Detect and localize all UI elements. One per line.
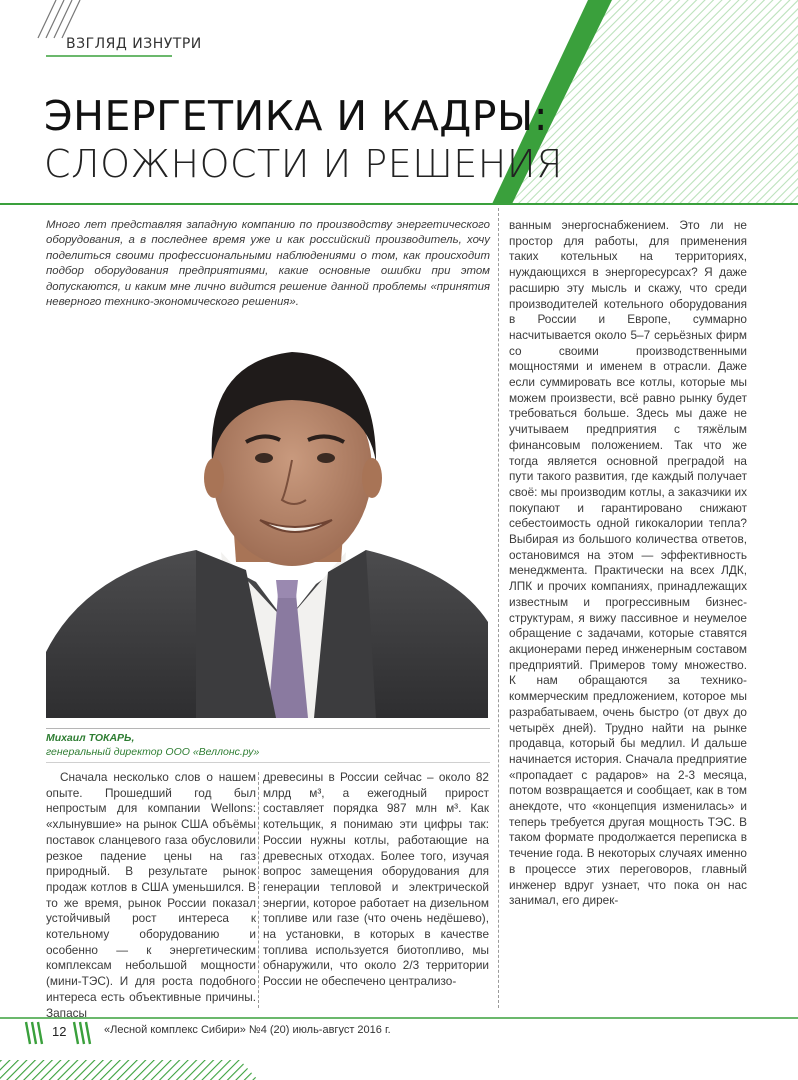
page-number: 12 — [52, 1024, 67, 1039]
column-divider-bottom — [258, 772, 259, 1008]
section-label: ВЗГЛЯД ИЗНУТРИ — [66, 36, 202, 52]
column-divider-right — [498, 208, 499, 1008]
publication-info: «Лесной комплекс Сибири» №4 (20) июль-август 2016 г. — [104, 1024, 391, 1036]
article-title-line-1: ЭНЕРГЕТИКА И КАДРЫ: — [44, 92, 549, 140]
article-column-1: Сначала несколько слов о нашем опыте. Прошедший год был непростым для компании Wellons: «хлынувшие» на рынок США объёмы поставок сланцевого газа обусловили резкое падение цены на газ природный. В результате рынок продаж котлов в США уменьшился. В то же время, рынок России показал устойчивый рост интереса к котельному оборудованию и особенно — к энергетическим комплексам небольшой мощности (мини-ТЭС). И для роста подобного интереса есть объективные причины. Запасы — [46, 770, 256, 1020]
caption-bottom-rule — [46, 762, 490, 763]
footer-hatch-band — [0, 1060, 258, 1080]
article-column-3: ванным энергоснабжением. Это ли не простор для работы, для применения таких котельных на территориях, нуждающихся в энергоресурсах? Я даже расширю эту мысль и скажу, что среди производителей котельного оборудования в России и Европе, суммарно насчитывается около 5–7 серьёзных фирм со своими производственными мощностями и именем в отрасли. Даже если суммировать все котлы, которые мы можем произвести, всё равно рынку будет требоваться больше. Здесь мы даже не учитываем предприятия с тяжёлым финансовым положением. Так что же тогда является основной преградой на пути такого развития, где каждый получает своё: мы производим котлы, а заказчики их покупают и гарантировано снижают себестоимость одной гикокалории тепла? Выбирая из большого количества ответов, остановимся на этом — эффективность менеджмента. Практически на всех ЛДК, ЛПК и прочих компаниях, принадлежащих известным и прогрессивным бизнес-структурам, я вижу пассивное и неумелое обращение с задачами, которые ставятся акционерами перед инженерным составом предприятий. Примеров тому множество. К нам обращаются за технико-коммерческим предложением, которое мы разрабатываем, очень быстро (от двух до четырёх дней). Трудно найти на рынке продавца, который бы медлил. И дальше начинается история. Сначала предприятие «пропадает с радаров» на 2-3 месяца, потом возвращается и сообщает, как в том анекдоте, что «концепция изменилась» и теперь требуется другая мощность ТЭС. В таком формате продолжается переписка в течение года. В некоторых случаях именно в процессе этих переговоров, главный инженер вдруг узнает, что пока он нас занимал, его дирек- — [509, 218, 747, 908]
article-column-2: древесины в России сейчас – около 82 млрд м³, а ежегодный прирост составляет порядка 987 млн м³. Как котельщик, я понимаю эти цифры так: России нужны котлы, работающие на древесных отходах. Более того, изучая вопрос замещения оборудования для генерации тепловой и электрической энергии, которое работает на дизельном топливе или газе (что очень недёшево), на установки, в которых в качестве топлива используется биотопливо, мы обнаружили, что около 2/3 территории России не обеспечено централизо- — [263, 770, 489, 989]
footer-left-stripes — [26, 1022, 42, 1044]
top-left-diagonal-lines — [38, 0, 80, 38]
footer-mid-stripes — [74, 1022, 90, 1044]
article-title-line-2: СЛОЖНОСТИ И РЕШЕНИЯ — [44, 142, 563, 186]
caption-top-rule — [46, 728, 490, 729]
article-intro: Много лет представляя западную компанию по производству энергетического оборудования, а в последнее время уже и как российский производитель, хочу поделиться своими профессиональными наблюдениями о том, как происходит подбор оборудования предприятиями, какие основные ошибки при этом допускаются, и каким мне лично видится решение данной проблемы «принятия неверного технико-экономического решения». — [46, 219, 490, 309]
portrait-photo — [46, 322, 488, 718]
caption-name: Михаил ТОКАРЬ, — [46, 732, 135, 744]
caption-role: генеральный директор ООО «Веллонс.ру» — [46, 746, 260, 758]
